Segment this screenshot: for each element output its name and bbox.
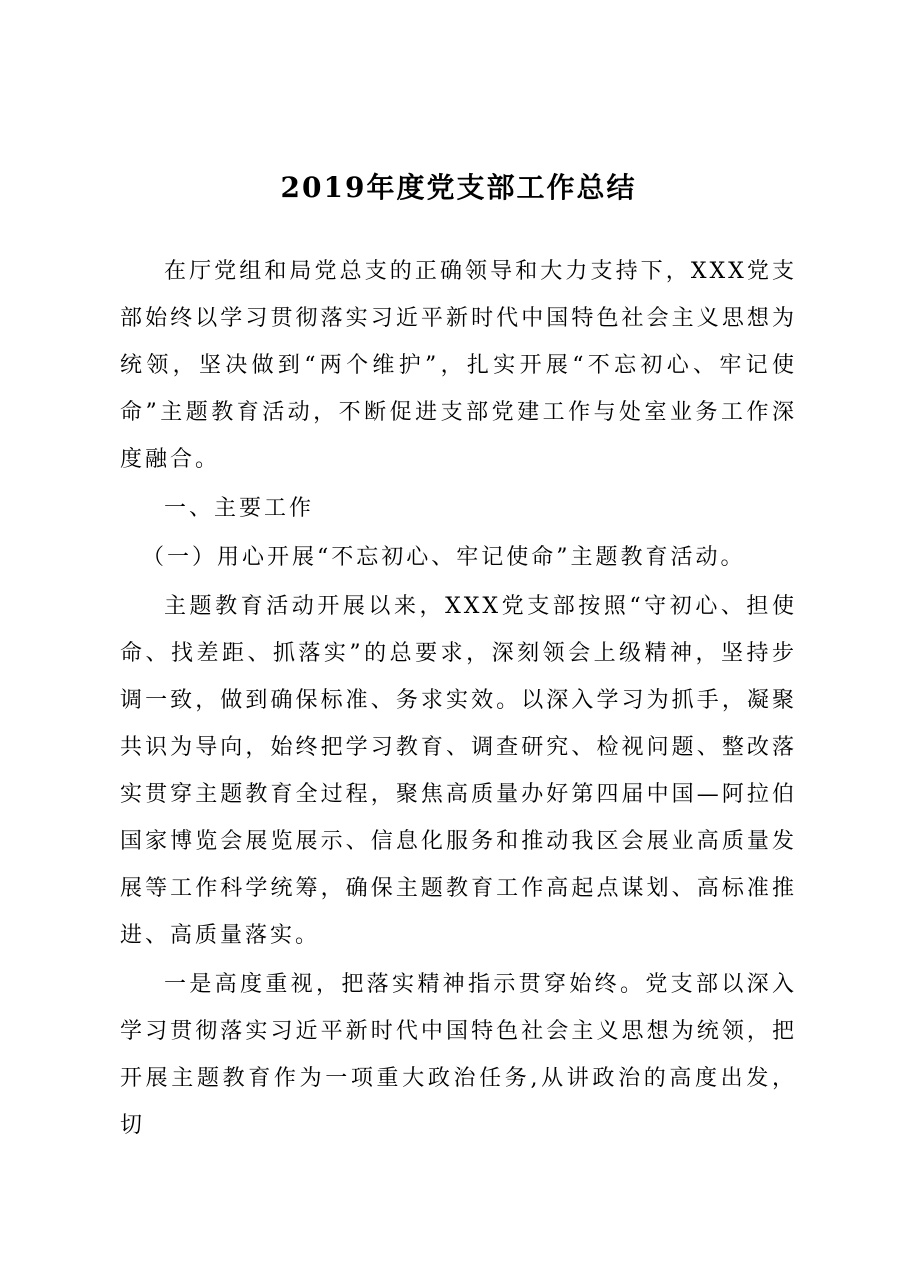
document-title: 2019年度党支部工作总结 bbox=[280, 171, 637, 204]
section-heading-main-work: 一、主要工作 bbox=[164, 496, 315, 521]
body-paragraph-first-point: 一是高度重视，把落实精神指示贯穿始终。党支部以深入学习贯彻落实习近平新时代中国特色社会主义思想为统领，把开展主题教育作为一项重大政治任务,从讲政治的高度出发，切 bbox=[120, 972, 797, 1138]
body-paragraph-theme-education: 主题教育活动开展以来，XXX党支部按照“守初心、担使命、找差距、抓落实”的总要求，深刻领会上级精神，坚持步调一致，做到确保标准、务求实效。以深入学习为抓手，凝聚共识为导向，始终把学习教育、调查研究、检视问题、整改落实贯穿主题教育全过程，聚焦高质量办好第四届中国—阿拉伯国家博览会展览展示、信息化服务和推动我区会展业高质量发展等工作科学统筹，确保主题教育工作高起点谋划、高标准推进、高质量落实。 bbox=[120, 594, 797, 948]
subsection-heading-theme-education: （一）用心开展“不忘初心、牢记使命”主题教育活动。 bbox=[142, 545, 746, 570]
intro-paragraph: 在厅党组和局党总支的正确领导和大力支持下，XXX党支部始终以学习贯彻落实习近平新时代中国特色社会主义思想为统领，坚决做到“两个维护”，扎实开展“不忘初心、牢记使命”主题教育活动，不断促进支部党建工作与处室业务工作深度融合。 bbox=[120, 259, 797, 472]
